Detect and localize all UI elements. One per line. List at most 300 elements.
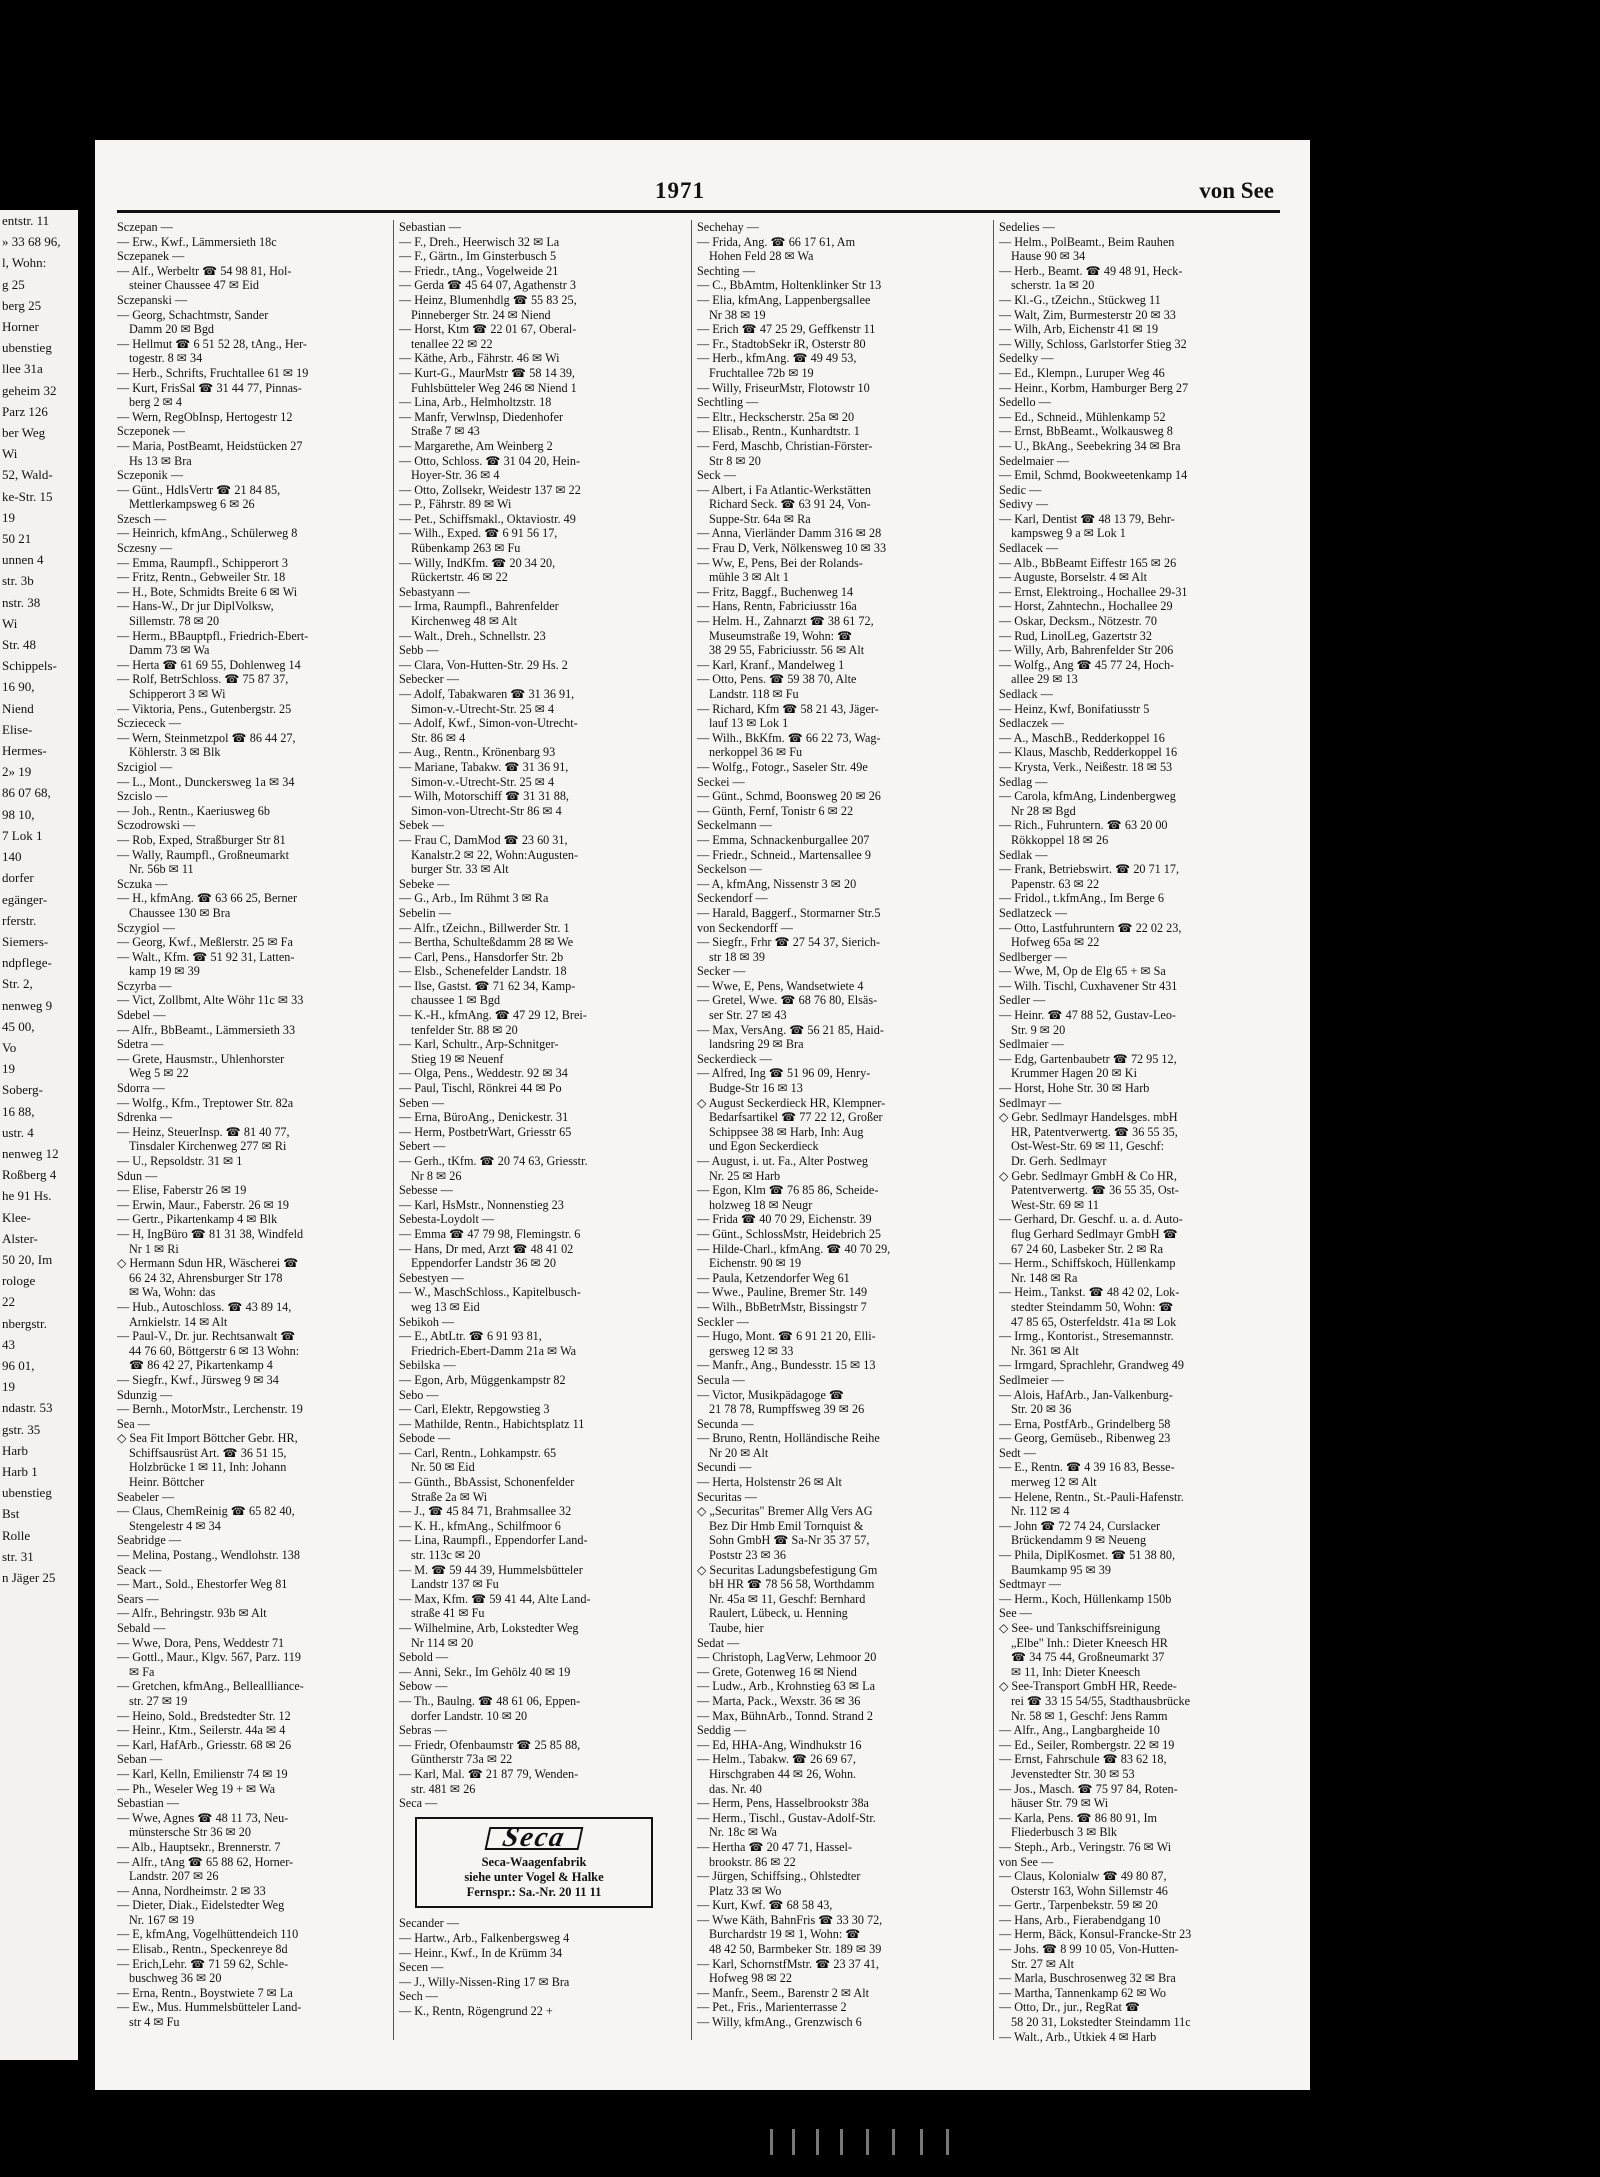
surname-heading: Sechehay — [697,220,759,234]
directory-entry-line: — Wwe, Dora, Pens, Weddestr 71 [117,1635,285,1650]
directory-entry-line: Burchardstr 19 ✉ 1, Wohn: ☎ [709,1927,861,1942]
surname-heading: Sedivy — [999,497,1049,512]
directory-entry-line: tenallee 22 ✉ 22 [411,336,493,351]
directory-entry-line: Simon-v.-Utrecht-Str. 25 ✉ 4 [411,774,555,789]
directory-entry-line: togestr. 8 ✉ 34 [129,351,203,366]
directory-entry-line: — Dieter, Diak., Eidelstedter Weg [117,1898,285,1913]
surname-heading: Sebastyann — [399,584,470,599]
directory-entry-line: — Herb., Schrifts, Fruchtallee 61 ✉ 19 [117,365,309,380]
directory-entry-line: — Aug., Rentn., Krönenbarg 93 [399,745,556,760]
directory-entry-line: — Siegfr., Kwf., Jürsweg 9 ✉ 34 [117,1372,279,1387]
directory-entry-line: Pinneberger Str. 24 ✉ Niend [411,307,551,322]
directory-entry-line: — Hans-W., Dr jur DiplVolksw, [117,599,274,614]
directory-entry-line: — Heinr., Korbm, Hamburger Berg 27 [999,380,1189,395]
directory-entry-line: Nr. 58 ✉ 1, Geschf: Jens Ramm [1011,1708,1168,1723]
prev-page-fragment: str. 3b [2,573,34,589]
directory-entry-line: — H., Bote, Schmidts Breite 6 ✉ Wi [117,584,298,599]
directory-entry-line: — Manfr., Seem., Barenstr 2 ✉ Alt [697,1985,870,2000]
directory-entry-line: scherstr. 1a ✉ 20 [1011,278,1095,293]
directory-entry-line: str. 481 ✉ 26 [411,1781,476,1796]
directory-entry-line: Jevenstedter Str. 30 ✉ 53 [1011,1766,1135,1781]
directory-entry-line: — Max, Kfm. ☎ 59 41 44, Alte Land- [399,1591,591,1606]
directory-entry-line: — Olga, Pens., Weddestr. 92 ✉ 34 [399,1066,568,1081]
directory-entry-line: rei ☎ 33 15 54/55, Stadthausbrücke [1011,1693,1191,1708]
directory-entry-line: — Herta, Holstenstr 26 ✉ Alt [697,1475,842,1490]
directory-entry-line: — Karl, HafArb., Griesstr. 68 ✉ 26 [117,1737,292,1752]
directory-entry-line: 38 29 55, Fabriciusstr. 56 ✉ Alt [709,643,865,658]
directory-entry-line: Patentverwertg. ☎ 36 55 35, Ost- [1011,1183,1179,1198]
directory-entry-line: nerkoppel 36 ✉ Fu [709,745,803,760]
directory-entry-line: — Hub., Autoschloss. ☎ 43 89 14, [117,1299,292,1314]
directory-entry-line: — Heinr., Kwf., In de Krümm 34 [399,1945,563,1960]
prev-page-fragment: entstr. 11 [2,213,50,228]
page-header [95,178,1310,208]
directory-entry-line: — Wolfg., Ang ☎ 45 77 24, Hoch- [999,657,1175,672]
directory-entry-line: — Herb., kfmAng. ☎ 49 49 53, [697,351,857,366]
directory-entry-line: Str. 86 ✉ 4 [411,730,466,745]
directory-entry-line: — Hilde-Charl., kfmAng. ☎ 40 70 29, [697,1241,891,1256]
prev-page-fragment: llee 31a [2,361,43,377]
directory-entry-line: — Helm., PolBeamt., Beim Rauhen [999,234,1175,249]
directory-entry-line: — Willy, Arb, Bahrenfelder Str 206 [999,643,1174,658]
surname-heading: Securitas — [697,1489,757,1504]
directory-entry-line: ✉ Wa, Wohn: das [129,1285,216,1300]
directory-entry-line: — Walt., Kfm. ☎ 51 92 31, Latten- [117,949,295,964]
directory-entry-line: — E., Rentn. ☎ 4 39 16 83, Besse- [999,1460,1175,1475]
prev-page-fragment: nstr. 38 [2,594,41,610]
directory-entry-line: — J., Willy-Nissen-Ring 17 ✉ Bra [399,1974,570,1989]
directory-entry-line: — H, IngBüro ☎ 81 31 38, Windfeld [117,1226,304,1241]
surname-heading: Sebikoh — [399,1314,455,1329]
directory-entry-line: Nr. 167 ✉ 19 [129,1912,195,1927]
directory-entry-line: Köhlerstr. 3 ✉ Blk [129,745,221,760]
directory-entry-line: Simon-v.-Utrecht-Str. 25 ✉ 4 [411,701,555,716]
surname-heading: Sczeponek — [117,424,186,439]
directory-entry-line: 58 20 31, Lokstedter Steindamm 11c [1011,2015,1191,2030]
directory-entry-line: — Elia, kfmAng, Lappenbergsallee [697,292,871,307]
directory-entry-line: — F., Dreh., Heerwisch 32 ✉ La [399,234,560,249]
directory-entry-line: — Margarethe, Am Weinberg 2 [399,438,553,453]
surname-heading: Sczeponik — [117,468,184,483]
directory-entry-line: weg 13 ✉ Eid [411,1299,480,1314]
directory-entry-line: — Gretchen, kfmAng., Belleallliance- [117,1679,304,1694]
directory-entry-line: — Ernst, BbBeamt., Wolkausweg 8 [999,424,1173,439]
directory-entry-line: — Egon, Arb, Müggenkampstr 82 [399,1372,566,1387]
directory-entry-line: — Mathilde, Rentn., Habichtsplatz 11 [399,1416,585,1431]
directory-entry-line: Nr. 25 ✉ Harb [709,1168,781,1183]
directory-entry-line: Chaussee 130 ✉ Bra [129,905,231,920]
directory-entry-line: — Herm., Schiffskoch, Hüllenkamp [999,1256,1176,1271]
directory-entry-line: Arnkielstr. 14 ✉ Alt [129,1314,228,1329]
surname-heading: Sechtling — [697,395,759,410]
directory-entry-line: bH HR ☎ 78 56 58, Worthdamm [709,1577,875,1592]
scan-artifacts [770,2115,970,2155]
directory-entry-line: — Wilh. Tischl, Cuxhavener Str 431 [999,978,1178,993]
directory-entry-line: Heinr. Böttcher [129,1475,205,1490]
directory-entry-line: Museumstraße 19, Wohn: ☎ [709,628,853,643]
directory-entry-line: — Mariane, Tabakw. ☎ 31 36 91, [399,759,569,774]
surname-heading: Sebastian — [399,220,461,234]
directory-entry-line: — Albert, i Fa Atlantic-Werkstätten [697,482,872,497]
directory-entry-line: — Paul-V., Dr. jur. Rechtsanwalt ☎ [117,1329,296,1344]
surname-heading: Sczuka — [117,876,168,891]
prev-page-fragment: Soberg- [2,1082,43,1098]
prev-page-fragment: ndastr. 53 [2,1400,53,1416]
surname-heading: Sdebel — [117,1008,166,1023]
directory-entry-line: — Horst, Hohe Str. 30 ✉ Harb [999,1081,1150,1096]
directory-entry-line: ◇ Securitas Ladungsbefestigung Gm [697,1562,878,1577]
directory-entry-line: — Willy, kfmAng., Grenzwisch 6 [697,2015,862,2030]
directory-entry-line: — Otto, Pens. ☎ 59 38 70, Alte [697,672,857,687]
surname-heading: Sedlmayr — [999,1095,1061,1110]
directory-entry-line: ☎ 34 75 44, Großneumarkt 37 [1011,1650,1165,1665]
prev-page-fragment: 2» 19 [2,764,32,780]
prev-page-fragment: rologe [2,1273,36,1289]
surname-heading: Sdunzig — [117,1387,173,1402]
surname-heading: Sdetra — [117,1037,164,1052]
directory-entry-line: — Emma, Raumpfl., Schipperort 3 [117,555,288,570]
directory-entry-line: Baumkamp 95 ✉ 39 [1011,1562,1111,1577]
directory-entry-line: Nr. 56b ✉ 11 [129,862,194,877]
column-1 [117,220,389,2030]
directory-entry-line: Hoyer-Str. 36 ✉ 4 [411,468,500,483]
directory-entry-line: — Egon, Klm ☎ 76 85 86, Scheide- [697,1183,879,1198]
directory-entry-line: — Erich ☎ 47 25 29, Geffkenstr 11 [697,322,876,337]
prev-page-fragment: ubenstieg [2,340,52,356]
directory-entry-line: — Carl, Rentn., Lohkampstr. 65 [399,1445,557,1460]
directory-entry-line: — K. H., kfmAng., Schilfmoor 6 [399,1518,561,1533]
directory-entry-line: allee 29 ✉ 13 [1011,672,1078,687]
directory-entry-line: — Lina, Arb., Helmholtzstr. 18 [399,395,552,410]
directory-entry-line: str. 27 ✉ 19 [129,1693,188,1708]
directory-entry-line: — Günth, Fernf, Tonistr 6 ✉ 22 [697,803,854,818]
prev-page-fragment: Harb [2,1442,28,1458]
directory-entry-line: Stieg 19 ✉ Neuenf [411,1051,504,1066]
directory-entry-line: — Wally, Raumpfl., Großneumarkt [117,847,289,862]
directory-entry-line: — Frau D, Verk, Nölkensweg 10 ✉ 33 [697,541,887,556]
directory-entry-line: münstersche Str 36 ✉ 20 [129,1825,251,1840]
directory-entry-line: — Emma ☎ 47 79 98, Flemingstr. 6 [399,1226,581,1241]
directory-entry-line: Landstr. 118 ✉ Fu [709,687,799,701]
prev-page-fragment: 140 [2,849,22,865]
surname-heading: Seca — [399,1796,438,1811]
directory-entry-line: ◇ Sea Fit Import Böttcher Gebr. HR, [117,1431,298,1446]
directory-entry-line: — Heim., Tankst. ☎ 48 42 02, Lok- [999,1285,1180,1300]
directory-entry-line: — Kl.-G., tZeichn., Stückweg 11 [999,292,1161,307]
directory-entry-line: — Irmgard, Sprachlehr, Grandweg 49 [999,1358,1184,1373]
directory-entry-line: Papenstr. 63 ✉ 22 [1011,876,1100,891]
directory-entry-line: — Ilse, Gastst. ☎ 71 62 34, Kamp- [399,978,576,993]
prev-page-fragment: 98 10, [2,806,35,822]
prev-page-fragment: Str. 2, [2,976,33,992]
prev-page-fragment: 52, Wald- [2,467,53,483]
prev-page-fragment: 16 90, [2,679,35,695]
prev-page-fragment: 16 88, [2,1103,35,1119]
prev-page-fragment: ke-Str. 15 [2,488,53,504]
directory-entry-line: — Erw., Kwf., Lämmersieth 18c [117,234,277,249]
directory-entry-line: — E, kfmAng, Vogelhüttendeich 110 [117,1927,299,1942]
surname-heading: Sedat — [697,1635,740,1650]
directory-entry-line: steiner Chaussee 47 ✉ Eid [129,278,260,293]
directory-entry-line: — Max, VersAng. ☎ 56 21 85, Haid- [697,1022,884,1037]
directory-entry-line: — Friedr, Ofenbaumstr ☎ 25 85 88, [399,1737,581,1752]
directory-entry-line: — M. ☎ 59 44 39, Hummelsbütteler [399,1562,583,1577]
directory-entry-line: — C., BbAmtm, Holtenklinker Str 13 [697,278,882,293]
surname-heading: Sechting — [697,263,755,278]
prev-page-fragment: Parz 126 [2,403,48,419]
directory-entry-line: Hs 13 ✉ Bra [129,453,192,468]
directory-entry-line: — Kurt, FrisSal ☎ 31 44 77, Pinnas- [117,380,302,395]
directory-entry-line: — Alois, HafArb., Jan-Valkenburg- [999,1387,1173,1402]
directory-entry-line: Damm 73 ✉ Wa [129,643,210,658]
directory-entry-line: — Rich., Fuhruntern. ☎ 63 20 00 [999,818,1168,833]
directory-entry-line: — Herm., BBauptpfl., Friedrich-Ebert- [117,628,309,643]
ad-line-2: siehe unter Vogel & Halke [464,1870,604,1885]
directory-entry-line: — Friedr., tAng., Vogelweide 21 [399,263,559,278]
directory-entry-line: Nr 8 ✉ 26 [411,1168,462,1183]
surname-heading: Sedelky — [999,351,1054,366]
directory-entry-line: Nr. 45a ✉ 11, Geschf: Bernhard [709,1591,866,1606]
directory-entry-line: — Erwin, Maur., Faberstr. 26 ✉ 19 [117,1197,290,1212]
directory-entry-line: — Marla, Buschrosenweg 32 ✉ Bra [999,1971,1176,1986]
prev-page-fragment: Klee- [2,1209,31,1225]
surname-heading: Seben — [399,1095,445,1110]
directory-entry-line: berg 2 ✉ 4 [129,395,182,410]
directory-entry-line: Stengelestr 4 ✉ 34 [129,1518,221,1533]
directory-entry-line: — Herta ☎ 61 69 55, Dohlenweg 14 [117,657,301,672]
directory-entry-line: — Ferd, Maschb, Christian-Förster- [697,438,873,453]
directory-entry-line: Straße 7 ✉ 43 [411,424,480,439]
previous-page-edge [0,210,78,2060]
prev-page-fragment: ustr. 4 [2,1124,34,1140]
directory-entry-line: — Karl, Dentist ☎ 48 13 79, Behr- [999,511,1175,526]
directory-entry-line: buschweg 36 ✉ 20 [129,1971,222,1986]
surname-heading: Secander — [399,1916,459,1931]
directory-entry-line: — Helm., Tabakw. ☎ 26 69 67, [697,1752,856,1767]
directory-entry-line: ◇ See- und Tankschiffsreinigung [999,1621,1161,1635]
surname-heading: Secen — [399,1960,444,1975]
directory-entry-line: — Alfr., Behringstr. 93b ✉ Alt [117,1606,267,1621]
directory-entry-line: — Kurt, Kwf. ☎ 68 58 43, [697,1898,833,1913]
surname-heading: Sczepanski — [117,292,188,307]
directory-entry-line: str 18 ✉ 39 [709,949,765,964]
directory-entry-line: — Frank, Betriebswirt. ☎ 20 71 17, [999,862,1180,877]
surname-heading: Seckerdieck — [697,1051,772,1066]
surname-heading: Sech — [399,1989,438,2004]
directory-entry-line: — Willy, Schloss, Garlstorfer Stieg 32 [999,336,1187,351]
column-divider [691,220,692,2040]
directory-entry-line: Nr. 361 ✉ Alt [1011,1343,1079,1358]
directory-entry-line: — Günt., HdlsVertr ☎ 21 84 85, [117,482,281,497]
directory-entry-line: — Walt., Dreh., Schnellstr. 23 [399,628,546,643]
column-3 [697,220,969,2030]
running-head: von See [1199,178,1274,203]
directory-entry-line: Krummer Hagen 20 ✉ Ki [1011,1066,1137,1081]
prev-page-fragment: Bst [2,1506,20,1522]
surname-heading: Sebo — [399,1387,439,1402]
directory-entry-line: — Bertha, Schulteßdamm 28 ✉ We [399,935,574,950]
directory-entry-line: — Ernst, Fahrschule ☎ 83 62 18, [999,1752,1167,1767]
surname-heading: Sebb — [399,643,439,658]
directory-entry-line: — Alf., Werbeltr ☎ 54 98 81, Hol- [117,263,292,278]
directory-entry-line: — Adolf, Tabakwaren ☎ 31 36 91, [399,687,575,701]
surname-heading: Sczepan — [117,220,173,234]
directory-entry-line: — Hartw., Arb., Falkenbergsweg 4 [399,1930,570,1945]
prev-page-fragment: ber Weg [2,425,46,441]
surname-heading: Sedler — [999,993,1046,1008]
directory-entry-line: — Hans, Rentn, Fabriciusstr 16a [697,599,857,614]
directory-entry-line: Nr. 148 ✉ Ra [1011,1270,1078,1285]
directory-entry-line: — Wwe., Pauline, Bremer Str. 149 [697,1285,868,1300]
directory-entry-line: — Carl, Elektr, Repgowstieg 3 [399,1402,550,1417]
prev-page-fragment: 19 [2,1379,15,1395]
directory-entry-line: — Emma, Schnackenburgallee 207 [697,832,870,847]
prev-page-fragment: 7 Lok 1 [2,827,43,843]
surname-heading: Sczepanek — [117,249,185,264]
directory-entry-line: Nr. 112 ✉ 4 [1011,1504,1070,1519]
directory-entry-line: — U., BkAng., Seebekring 34 ✉ Bra [999,438,1181,453]
directory-entry-line: — Victor, Musikpädagoge ☎ [697,1387,845,1402]
directory-entry-line: Rübenkamp 263 ✉ Fu [411,541,521,556]
directory-entry-line: — Steph., Arb., Veringstr. 76 ✉ Wi [999,1839,1172,1854]
directory-entry-line: — Wilh, Motorschiff ☎ 31 31 88, [399,789,569,804]
column-divider [393,220,394,2040]
directory-entry-line: — Erna, BüroAng., Denickestr. 31 [399,1110,569,1125]
directory-entry-line: — Georg, Schachtmstr, Sander [117,307,269,322]
surname-heading: Sczyrba — [117,978,172,993]
directory-entry-line: — Vict, Zollbmt, Alte Wöhr 11c ✉ 33 [117,993,304,1008]
directory-entry-line: Schiffsausrüst Art. ☎ 36 51 15, [129,1445,287,1460]
directory-entry-line: Holzbrücke 1 ✉ 11, Inh: Johann [129,1460,287,1475]
directory-entry-line: HR, Patentverwertg. ☎ 36 55 35, [1011,1124,1178,1139]
directory-entry-line: — Herm, Pens, Hasselbrookstr 38a [697,1796,869,1811]
directory-entry-line: 21 78 78, Rumpffsweg 39 ✉ 26 [709,1402,865,1417]
directory-entry-line: — Hugo, Mont. ☎ 6 91 21 20, Elli- [697,1329,876,1344]
directory-entry-line: — Wilh, Arb, Eichenstr 41 ✉ 19 [999,322,1159,337]
directory-entry-line: — Gerhard, Dr. Geschf. u. a. d. Auto- [999,1212,1183,1227]
directory-entry-line: 44 76 60, Böttgerstr 6 ✉ 13 Wohn: [129,1343,300,1358]
directory-entry-line: — Viktoria, Pens., Gutenbergstr. 25 [117,701,292,716]
directory-entry-line: — Alb., BbBeamt Eiffestr 165 ✉ 26 [999,555,1177,570]
directory-entry-line: — Ph., Weseler Weg 19 + ✉ Wa [117,1781,275,1796]
surname-heading: Seckelson — [697,862,762,877]
directory-entry-line: ◇ Hermann Sdun HR, Wäscherei ☎ [117,1256,299,1271]
surname-heading: Sedello — [999,395,1051,410]
prev-page-fragment: g 25 [2,276,25,292]
directory-entry-line: — Helene, Rentn., St.-Pauli-Hafenstr. [999,1489,1184,1504]
directory-entry-line: — Alfred, Ing ☎ 51 96 09, Henry- [697,1066,871,1081]
directory-entry-line: gersweg 12 ✉ 33 [709,1343,794,1358]
surname-heading: Seack — [117,1562,162,1577]
prev-page-fragment: nbergstr. [2,1315,47,1331]
directory-entry-line: — Günt., Schmd, Boonsweg 20 ✉ 26 [697,789,881,804]
directory-entry-line: Nr 1 ✉ Ri [129,1241,179,1256]
prev-page-fragment: 86 07 68, [2,785,51,801]
surname-heading: Sedlack — [999,687,1053,701]
directory-entry-line: holzweg 18 ✉ Neugr [709,1197,813,1212]
directory-entry-line: — Ludw., Arb., Krohnstieg 63 ✉ La [697,1679,875,1694]
prev-page-fragment: 50 21 [2,531,32,547]
surname-heading: Seckei — [697,774,745,789]
surname-heading: Sebesta-Loydolt — [399,1212,495,1227]
directory-entry-line: — Herm, PostbetrWart, Griesstr 65 [399,1124,572,1139]
directory-entry-line: Budge-Str 16 ✉ 13 [709,1081,803,1096]
directory-entry-line: Fruchtallee 72b ✉ 19 [709,365,814,380]
directory-entry-line: — August, i. ut. Fa., Alter Postweg [697,1154,868,1168]
directory-entry-line: — Kurt-G., MaurMstr ☎ 58 14 39, [399,365,575,380]
directory-entry-line: — Alfr., tAng ☎ 65 88 62, Horner- [117,1854,294,1869]
directory-entry-line: Landstr. 207 ✉ 26 [129,1869,219,1884]
directory-entry-line: ✉ Fa [129,1664,155,1679]
directory-entry-line: Hohen Feld 28 ✉ Wa [709,249,814,264]
directory-entry-line: merweg 12 ✉ Alt [1011,1475,1097,1490]
directory-entry-line: — Herb., Beamt. ☎ 49 48 91, Heck- [999,263,1183,278]
directory-entry-line: — Rolf, BetrSchloss. ☎ 75 87 37, [117,672,289,687]
directory-entry-line: Schipperort 3 ✉ Wi [129,687,226,701]
directory-entry-line: — E., AbtLtr. ☎ 6 91 93 81, [399,1329,542,1344]
directory-entry-line: — Paul, Tischl, Rönkrei 44 ✉ Po [399,1081,562,1096]
prev-page-fragment: 96 01, [2,1357,35,1373]
directory-entry-line: Nr 28 ✉ Bgd [1011,803,1076,818]
directory-entry-line: — Georg, Kwf., Meßlerstr. 25 ✉ Fa [117,935,293,950]
surname-heading: Sears — [117,1591,159,1606]
directory-entry-line: Dr. Gerh. Sedlmayr [1011,1154,1107,1168]
directory-entry-line: Friedrich-Ebert-Damm 21a ✉ Wa [411,1343,577,1358]
directory-entry-line: — Helm. H., Zahnarzt ☎ 38 61 72, [697,614,874,629]
surname-heading: Sebastian — [117,1796,179,1811]
directory-entry-line: — Hertha ☎ 20 47 71, Hassel- [697,1839,852,1854]
prev-page-fragment: 19 [2,1061,15,1077]
directory-entry-line: — Wwe Käth, BahnFris ☎ 33 30 72, [697,1912,883,1927]
directory-entry-line: — Wilh., BkKfm. ☎ 66 22 73, Wag- [697,730,881,745]
directory-entry-line: das. Nr. 40 [709,1781,762,1796]
directory-entry-line: — Wwe, E, Pens, Wandsetwiete 4 [697,978,864,993]
directory-entry-line: Nr 38 ✉ 19 [709,307,766,322]
surname-heading: Szcislo — [117,789,168,804]
directory-entry-line: — Klaus, Maschb, Redderkoppel 16 [999,745,1178,760]
directory-entry-line: Landstr 137 ✉ Fu [411,1577,499,1592]
directory-entry-line: — Claus, Kolonialw ☎ 49 80 87, [999,1869,1167,1884]
directory-entry-line: Güntherstr 73a ✉ 22 [411,1752,513,1767]
directory-entry-line: — Anna, Vierländer Damm 316 ✉ 28 [697,526,882,541]
directory-entry-line: — Clara, Von-Hutten-Str. 29 Hs. 2 [399,657,568,672]
surname-heading: Secula — [697,1372,745,1387]
directory-entry-line: — Edg, Gartenbaubetr ☎ 72 95 12, [999,1051,1177,1066]
directory-entry-line: ☎ 86 42 27, Pikartenkamp 4 [129,1358,273,1373]
directory-entry-line: — Günt., SchlossMstr, Heidebrich 25 [697,1226,882,1241]
directory-entry-line: Hofweg 98 ✉ 22 [709,1971,792,1986]
surname-heading: von See — [999,1854,1054,1869]
directory-entry-line: — Ed., Schneid., Mühlenkamp 52 [999,409,1166,424]
directory-entry-line: — Frida ☎ 40 70 29, Eichenstr. 39 [697,1212,872,1227]
prev-page-fragment: gstr. 35 [2,1421,41,1437]
directory-entry-line: — Johs. ☎ 8 99 10 05, Von-Hutten- [999,1942,1179,1957]
directory-entry-line: ◇ „Securitas" Bremer Allg Vers AG [697,1504,873,1519]
directory-entry-line: Platz 33 ✉ Wo [709,1883,782,1898]
directory-entry-line: — Elsb., Schenefelder Landstr. 18 [399,964,567,979]
directory-entry-line: — A., MaschB., Redderkoppel 16 [999,730,1165,745]
directory-entry-line: — Gertr., Tarpenbekstr. 59 ✉ 20 [999,1898,1158,1913]
directory-entry-line: landsring 29 ✉ Bra [709,1037,804,1052]
directory-entry-line: Rökkoppel 18 ✉ 26 [1011,832,1109,847]
directory-entry-line: — John ☎ 72 74 24, Curslacker [999,1518,1161,1533]
directory-entry-line: ✉ 11, Inh: Dieter Kneesch [1011,1664,1141,1679]
directory-entry-line: — Karl, Kelln, Emilienstr 74 ✉ 19 [117,1766,288,1781]
directory-entry-line: — Wolfg., Fotogr., Saseler Str. 49e [697,759,868,774]
directory-entry-line: — Karl, Mal. ☎ 21 87 79, Wenden- [399,1766,579,1781]
surname-heading: Seddig — [697,1723,747,1738]
directory-entry-line: — Erna, Rentn., Boystwiete 7 ✉ La [117,1985,293,2000]
